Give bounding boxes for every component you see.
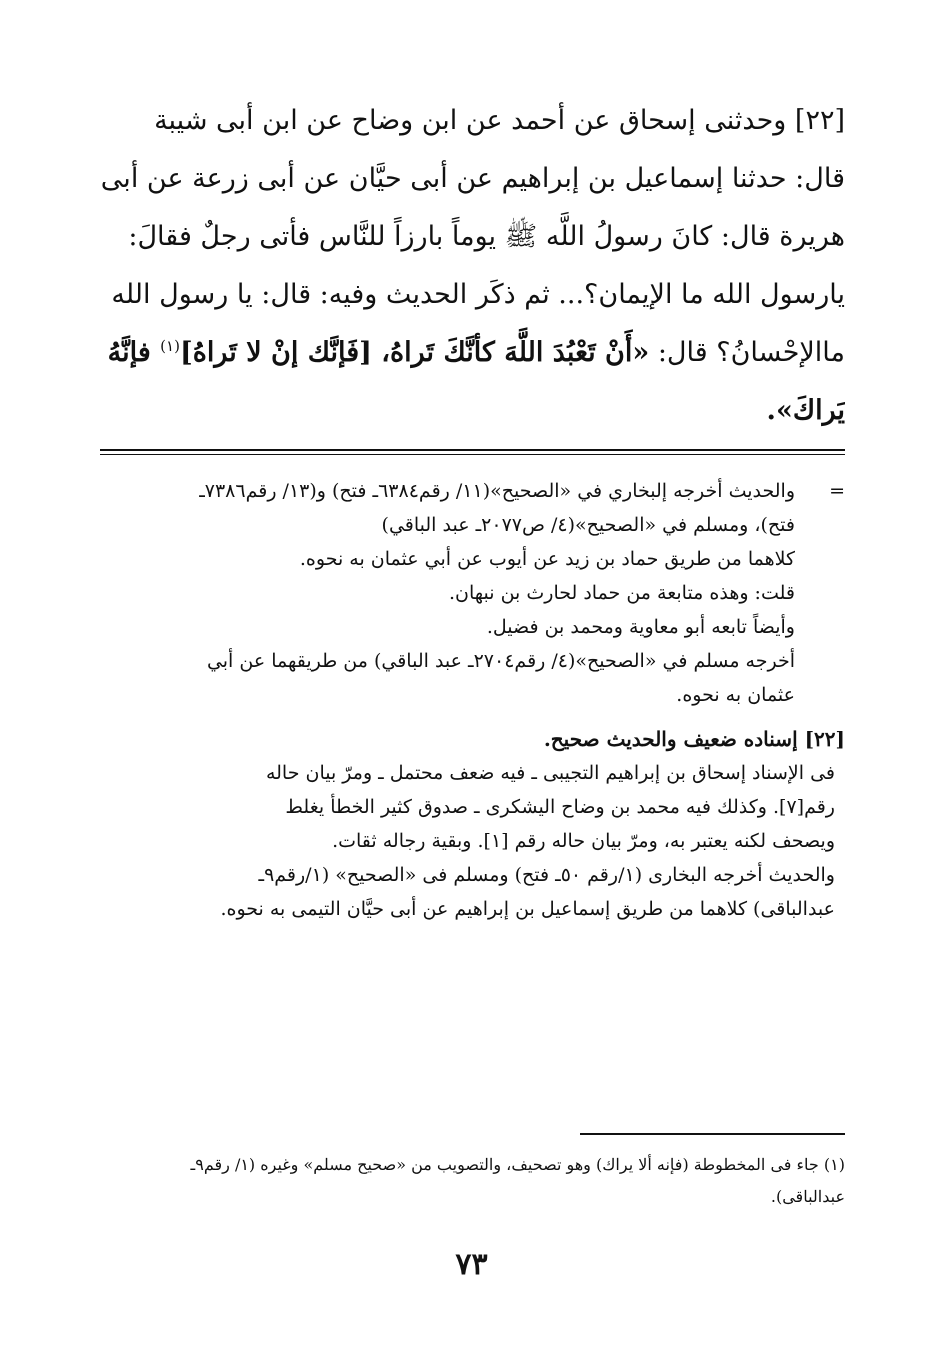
note-line-7: عثمان به نحوه. [676,684,795,706]
continuation-marker: = [829,480,845,502]
isnad-line-5: عبدالباقى) كلاهما من طريق إسماعيل بن إبراهيم عن أبى حيَّان التيمى به نحوه. [220,898,835,920]
note-line-6: أخرجه مسلم في «الصحيح»(٤/ رقم٢٧٠٤ـ عبد الباقي) من طريقهما عن أبي [206,650,795,672]
main-line-5-quote-end: فإنَّهُ [107,337,161,368]
takhrij-notes [100,474,795,712]
double-divider [100,449,845,456]
isnad-notes [100,756,835,926]
isnad-heading: [٢٢] إسناده ضعيف والحديث صحيح. [543,727,845,751]
footnote-line-1: (١) جاء فى المخطوطة (فإنه ألا يراك) وهو تصحيف، والتصويب من «صحيح مسلم» وغيره (١/ رقم٩ـ [190,1155,845,1174]
footnote-line-2: عبدالباقى). [770,1187,845,1206]
main-hadith-text [100,92,845,440]
main-line-5-quote: «أَنْ تَعْبُدَ اللَّهَ كأنَّكَ تَراهُ، [فَإنَّك إنْ لا تَراهُ] [179,337,650,368]
footnote-reference: (١) [160,337,180,355]
divider-thin [100,454,845,455]
main-line-5-plain: ماالإحْسانُ؟ قال: [649,337,845,368]
note-line-2: فتح)، ومسلم في «الصحيح»(٤/ ص٢٠٧٧ـ عبد الباقي) [381,514,795,536]
note-line-5: وأيضاً تابعه أبو معاوية ومحمد بن فضيل. [486,616,795,638]
note-line-1: والحديث أخرجه إلبخاري في «الصحيح»(١١/ رقم٦٣٨٤ـ فتح) و(١٣/ رقم٧٣٨٦ـ [199,480,795,502]
footnote-divider [580,1133,845,1135]
notes-section [100,474,845,926]
footnote [100,1149,845,1213]
main-line-2: قال: حدثنا إسماعيل بن إبراهيم عن أبى حيَّان عن أبى زرعة عن أبى [100,163,845,194]
note-line-3: كلاهما من طريق حماد بن زيد عن أيوب عن أبي عثمان به نحوه. [299,548,795,570]
isnad-line-1: فى الإسناد إسحاق بن إبراهيم التجيبى ـ فيه ضعف محتمل ـ ومرّ بيان حاله [265,762,835,784]
isnad-line-2: رقم[٧]. وكذلك فيه محمد بن وضاح اليشكرى ـ صدوق كثير الخطأ يغلط [285,796,835,818]
main-line-1: [٢٢] وحدثنى إسحاق عن أحمد عن ابن وضاح عن ابن أبى شيبة [154,105,845,136]
note-line-4: قلت: وهذه متابعة من حماد لحارث بن نبهان. [448,582,795,604]
isnad-line-4: والحديث أخرجه البخارى (١/رقم ٥٠ـ فتح) ومسلم فى «الصحيح» (١/رقم٩ـ [258,864,835,886]
main-line-4: يارسول الله ما الإيمان؟... ثم ذكَر الحديث وفيه: قال: يا رسول الله [111,279,845,310]
page-number: ٧٣ [455,1247,488,1282]
divider-thick [100,449,845,451]
main-line-3: هريرة قال: كانَ رسولُ اللَّه ﷺ يوماً بارزاً للنَّاس فأتى رجلٌ فقالَ: [128,221,845,252]
main-line-6: يَراكَ». [766,395,845,426]
isnad-line-3: ويصحف لكنه يعتبر به، ومرّ بيان حاله رقم [١]. وبقية رجاله ثقات. [332,830,835,852]
main-line-5 [100,324,845,382]
